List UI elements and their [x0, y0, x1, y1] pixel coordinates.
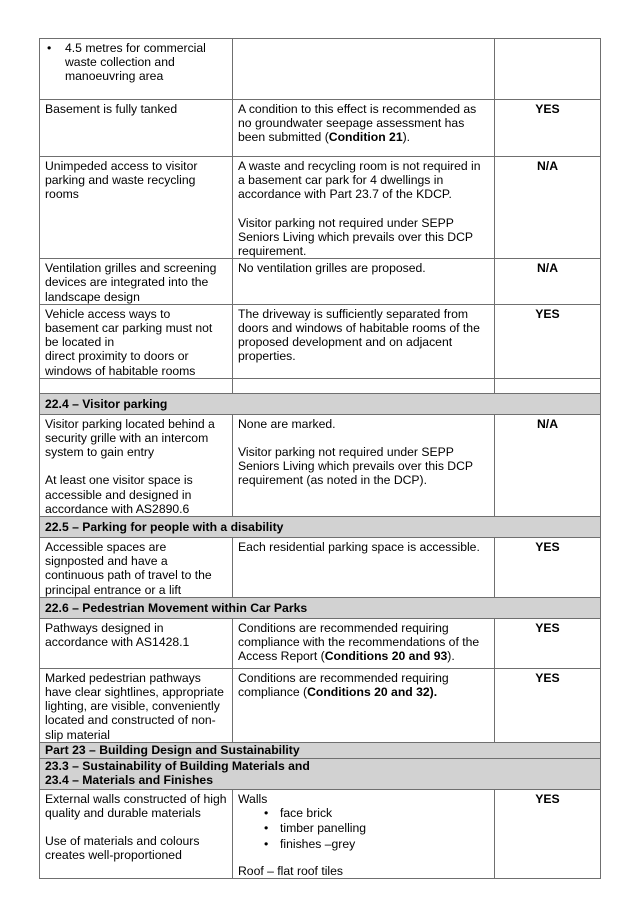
- requirement-cell: Ventilation grilles and screening devices are integrated into the landscape design: [40, 259, 233, 305]
- table-row: [40, 668, 601, 742]
- empty-cell: [40, 378, 233, 393]
- condition-ref: Conditions 20 and 93: [324, 649, 448, 664]
- requirement-cell: Accessible spaces are signposted and have a continuous path of travel to the principal entrance or a lift: [40, 538, 233, 598]
- result-cell: N/A: [495, 259, 601, 305]
- comment-cell: A waste and recycling room is not required in a basement car park for 4 dwellings in accordance with Part 23.7 of the KDCP. Visitor parking not required under SEPP Seniors Living which prevails over this DCP requirement.: [233, 157, 495, 259]
- requirement-cell: Vehicle access ways to basement car parking must not be located in direct proximity to doors or windows of habitable rooms: [40, 304, 233, 378]
- comment-cell: Walls • face brick • timber panelling • finishes –grey Roof – flat roof tiles: [233, 789, 495, 879]
- result-cell: N/A: [495, 414, 601, 516]
- requirement-cell: [40, 39, 233, 100]
- list-item: • face brick: [270, 806, 489, 821]
- requirement-cell: Unimpeded access to visitor parking and waste recycling rooms: [40, 157, 233, 259]
- table-row: [40, 618, 601, 668]
- result-cell: [495, 39, 601, 100]
- table-row: [40, 259, 601, 305]
- comment-cell: Each residential parking space is accessible.: [233, 538, 495, 598]
- condition-ref: Conditions 20 and 32).: [307, 685, 438, 700]
- section-header: 22.4 – Visitor parking: [40, 393, 601, 414]
- result-cell: YES: [495, 668, 601, 742]
- comment-cell: [233, 39, 495, 100]
- section-header: 23.3 – Sustainability of Building Materials and 23.4 – Materials and Finishes: [40, 759, 601, 789]
- table-row: [40, 304, 601, 378]
- table-row: [40, 538, 601, 598]
- list-item: • timber panelling: [270, 821, 489, 836]
- requirement-cell: Marked pedestrian pathways have clear sightlines, appropriate lighting, are visible, conveniently located and constructed of non-slip material: [40, 668, 233, 742]
- requirement-cell: Pathways designed in accordance with AS1428.1: [40, 618, 233, 668]
- empty-cell: [495, 378, 601, 393]
- condition-ref: Condition 21: [328, 130, 403, 145]
- list-item: • finishes –grey: [270, 837, 489, 852]
- section-header: 22.6 – Pedestrian Movement within Car Parks: [40, 597, 601, 618]
- requirement-cell: Basement is fully tanked: [40, 100, 233, 157]
- result-cell: YES: [495, 618, 601, 668]
- comment-cell: The driveway is sufficiently separated from doors and windows of habitable rooms of the proposed development and on adjacent properties.: [233, 304, 495, 378]
- result-cell: YES: [495, 789, 601, 879]
- compliance-table: [39, 38, 601, 879]
- section-header: Part 23 – Building Design and Sustainability: [40, 742, 601, 759]
- table-row: [40, 789, 601, 879]
- comment-cell: A condition to this effect is recommended as no groundwater seepage assessment has been submitted (Condition 21).: [233, 100, 495, 157]
- comment-cell: No ventilation grilles are proposed.: [233, 259, 495, 305]
- requirement-cell: External walls constructed of high quality and durable materials Use of materials and colours creates well-proportioned: [40, 789, 233, 879]
- table-row: [40, 157, 601, 259]
- section-header: 22.5 – Parking for people with a disability: [40, 517, 601, 538]
- comment-cell: Conditions are recommended requiring compliance (Conditions 20 and 32).: [233, 668, 495, 742]
- result-cell: N/A: [495, 157, 601, 259]
- requirement-cell: Visitor parking located behind a security grille with an intercom system to gain entry At least one visitor space is accessible and designed in accordance with AS2890.6: [40, 414, 233, 516]
- result-cell: YES: [495, 100, 601, 157]
- table-row: [40, 100, 601, 157]
- result-cell: YES: [495, 538, 601, 598]
- table-row: [40, 39, 601, 100]
- table-row: [40, 378, 601, 393]
- comment-cell: Conditions are recommended requiring compliance with the recommendations of the Access Report (Conditions 20 and 93).: [233, 618, 495, 668]
- comment-cell: None are marked. Visitor parking not required under SEPP Seniors Living which prevails over this DCP requirement (as noted in the DCP).: [233, 414, 495, 516]
- list-item: • 4.5 metres for commercial waste collection and manoeuvring area: [45, 41, 227, 84]
- table-row: [40, 414, 601, 516]
- empty-cell: [233, 378, 495, 393]
- result-cell: YES: [495, 304, 601, 378]
